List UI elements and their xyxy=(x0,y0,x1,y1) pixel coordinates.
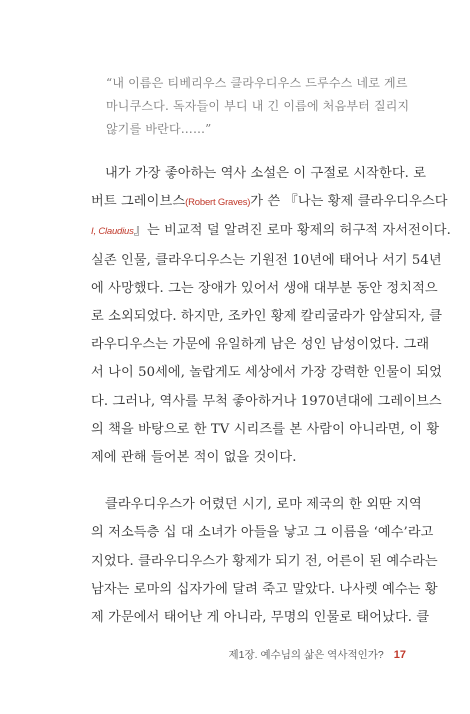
text-line: 라우디우스는 가문에 유일하게 남은 성인 남성이었다. 그래 xyxy=(91,337,430,353)
text-line: 내가 가장 좋아하는 역사 소설은 이 구절로 시작한다. 로 xyxy=(105,166,427,181)
text-line: 서 나이 50세에, 놀랍게도 세상에서 가장 강력한 인물이 되었 xyxy=(91,365,442,381)
body-text xyxy=(91,160,451,632)
text-line xyxy=(91,217,451,246)
quote-line: 마니쿠스다. 독자들이 부디 내 긴 이름에 처음부터 질리지 xyxy=(106,99,410,113)
text-line: 로 소외되었다. 하지만, 조카인 황제 칼리굴라가 암살되자, 클 xyxy=(91,309,443,325)
text-line: 지었다. 클라우디우스가 황제가 되기 전, 어른이 된 예수라는 xyxy=(91,553,438,569)
page-footer xyxy=(0,647,406,662)
text-line: 의 책을 바탕으로 한 TV 시리즈를 본 사람이 아니라면, 이 황 xyxy=(91,421,440,437)
quote-line: “내 이름은 티베리우스 클라우디우스 드루수스 네로 게르 xyxy=(106,76,408,90)
chapter-title: 제1장. 예수님의 삶은 역사적인가? xyxy=(228,649,384,661)
text-segment: 가 쓴 『나는 황제 클라우디우스다 xyxy=(250,194,448,210)
author-original-name: (Robert Graves) xyxy=(185,197,251,209)
paragraph-1 xyxy=(91,160,451,472)
text-line: 제에 관해 들어본 적이 없을 것이다. xyxy=(91,450,297,466)
text-line: 실존 인물, 클라우디우스는 기원전 10년에 태어나 서기 54년 xyxy=(91,252,442,268)
text-line: 의 저소득층 십 대 소녀가 아들을 낳고 그 이름을 ‘예수’라고 xyxy=(91,525,434,541)
page-number: 17 xyxy=(393,649,406,661)
text-line: 다. 그러나, 역사를 무척 좋아하거나 1970년대에 그레이브스 xyxy=(91,393,442,409)
text-segment: 버트 그레이브스 xyxy=(91,194,186,210)
text-segment: 』는 비교적 덜 알려진 로마 황제의 허구적 자서전이다. xyxy=(133,223,451,239)
book-original-title: I, Claudius xyxy=(91,226,134,238)
text-line: 에 사망했다. 그는 장애가 있어서 생애 대부분 동안 정치적으 xyxy=(91,280,438,296)
text-line: 남자는 로마의 십자가에 달려 죽고 말았다. 나사렛 예수는 황 xyxy=(91,581,438,597)
text-line: 클라우디우스가 어렸던 시기, 로마 제국의 한 외딴 지역 xyxy=(105,497,422,513)
quote-line: 않기를 바란다……” xyxy=(106,122,212,136)
text-line: 제 가문에서 태어난 게 아니라, 무명의 인물로 태어났다. 클 xyxy=(91,610,430,626)
epigraph-quote xyxy=(106,72,426,141)
paragraph-2 xyxy=(91,491,438,632)
text-line xyxy=(91,188,448,217)
